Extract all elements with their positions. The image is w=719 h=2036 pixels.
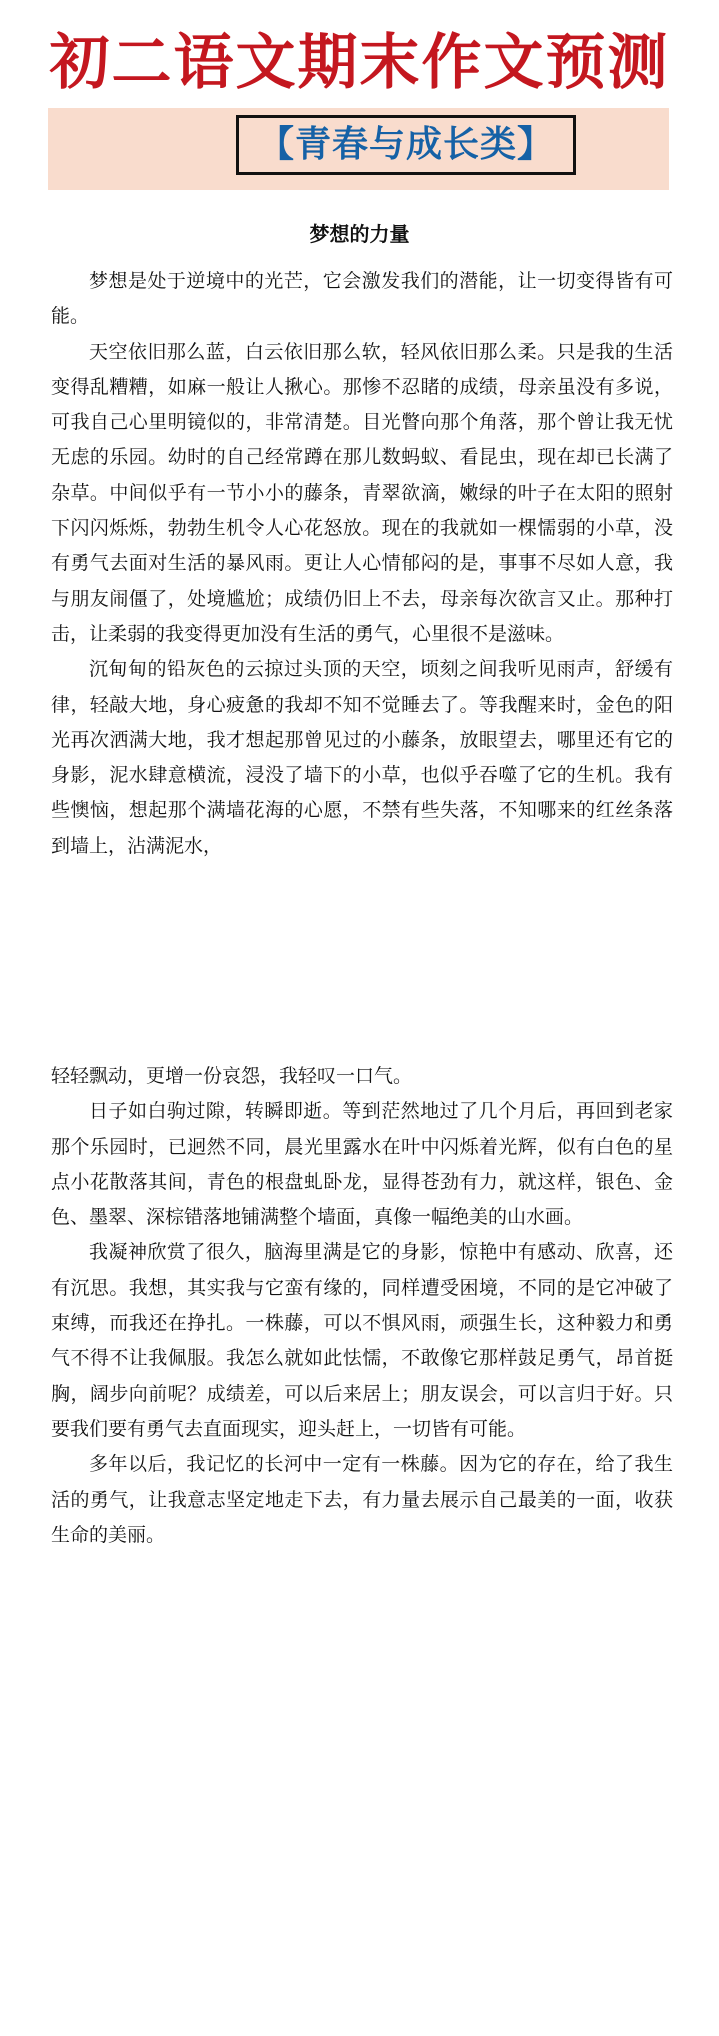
essay-paragraph: 沉甸甸的铅灰色的云掠过头顶的天空，顷刻之间我听见雨声，舒缓有律，轻敲大地，身心疲惫的我却不知不觉睡去了。等我醒来时，金色的阳光再次洒满大地，我才想起那曾见过的小藤条，放眼望去，哪里还有它的身影，泥水肆意横流，浸没了墙下的小草，也似乎吞噬了它的生机。我有些懊恼，想起那个满墙花海的心愿，不禁有些失落，不知哪来的红丝条落到墙上，沾满泥水，	[51, 658, 673, 857]
page-title: 初二语文期末作文预测	[49, 28, 670, 98]
essay-paragraph: 日子如白驹过隙，转瞬即逝。等到茫然地过了几个月后，再回到老家那个乐园时，已迥然不同，晨光里露水在叶中闪烁着光辉，似有白色的星点小花散落其间，青色的根盘虬卧龙，显得苍劲有力，就这样，银色、金色、墨翠、深棕错落地铺满整个墙面，真像一幅绝美的山水画。	[51, 1100, 673, 1229]
essay-paragraph: 梦想是处于逆境中的光芒，它会激发我们的潜能，让一切变得皆有可能。	[51, 270, 673, 328]
essay-body-part-1	[51, 264, 673, 864]
essay-paragraph: 天空依旧那么蓝，白云依旧那么软，轻风依旧那么柔。只是我的生活变得乱糟糟，如麻一般让人揪心。那惨不忍睹的成绩，母亲虽没有多说，可我自己心里明镜似的，非常清楚。目光瞥向那个角落，那个曾让我无忧无虑的乐园。幼时的自己经常蹲在那儿数蚂蚁、看昆虫，现在却已长满了杂草。中间似乎有一节小小的藤条，青翠欲滴，嫩绿的叶子在太阳的照射下闪闪烁烁，勃勃生机令人心花怒放。现在的我就如一棵懦弱的小草，没有勇气去面对生活的暴风雨。更让人心情郁闷的是，事事不尽如人意，我与朋友闹僵了，处境尴尬；成绩仍旧上不去，母亲每次欲言又止。那种打击，让柔弱的我变得更加没有生活的勇气，心里很不是滋味。	[51, 340, 673, 645]
essay-paragraph: 多年以后，我记忆的长河中一定有一株藤。因为它的存在，给了我生活的勇气，让我意志坚定地走下去，有力量去展示自己最美的一面，收获生命的美丽。	[51, 1453, 673, 1546]
essay-paragraph-continuation: 轻轻飘动，更增一份哀怨，我轻叹一口气。	[51, 1065, 413, 1087]
essay-paragraph: 我凝神欣赏了很久，脑海里满是它的身影，惊艳中有感动、欣喜，还有沉思。我想，其实我与它蛮有缘的，同样遭受困境，不同的是它冲破了束缚，而我还在挣扎。一株藤，可以不惧风雨，顽强生长，这种毅力和勇气不得不让我佩服。我怎么就如此怯懦，不敢像它那样鼓足勇气，昂首挺胸，阔步向前呢？成绩差，可以后来居上；朋友误会，可以言归于好。只要我们要有勇气去直面现实，迎头赶上，一切皆有可能。	[51, 1241, 673, 1440]
category-banner	[48, 108, 669, 190]
essay-title: 梦想的力量	[309, 222, 410, 246]
essay-body-part-2	[51, 1059, 673, 1553]
category-label: 【青春与成长类】	[236, 115, 576, 175]
